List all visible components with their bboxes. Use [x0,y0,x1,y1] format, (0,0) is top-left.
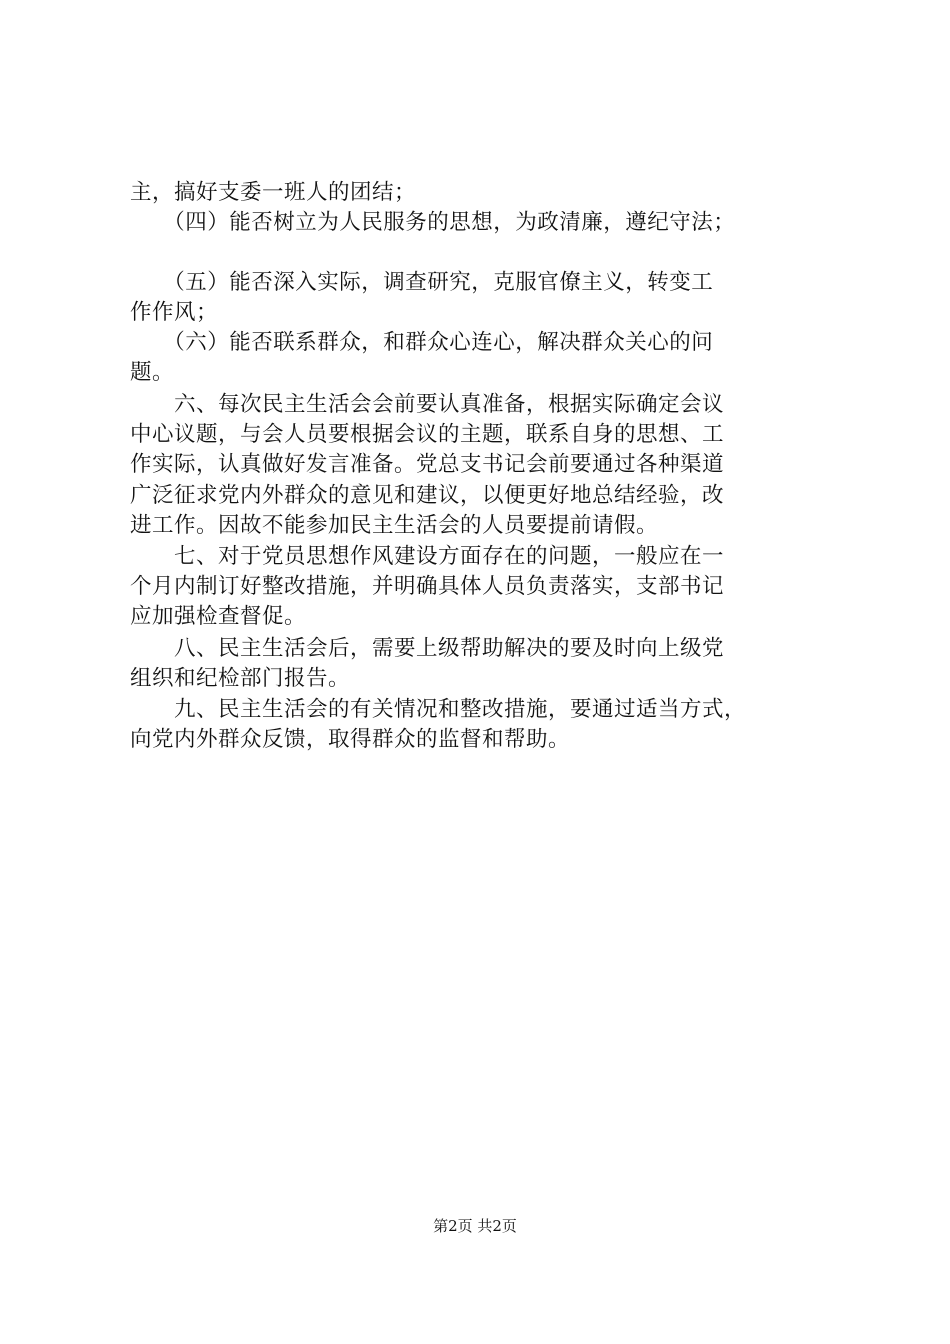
text-line: 应加强检查督促。 [130,604,307,629]
text-line: 组织和纪检部门报告。 [130,666,351,691]
text-line: 八、民主生活会后，需要上级帮助解决的要及时向上级党 [130,636,725,661]
text-line: 主，搞好支委一班人的团结； [130,180,417,205]
text-line: 中心议题，与会人员要根据会议的主题，联系自身的思想、工 [130,422,725,447]
text-line: 向党内外群众反馈，取得群众的监督和帮助。 [130,727,571,752]
text-line: （六）能否联系群众，和群众心连心，解决群众关心的问 [130,330,714,355]
page-number-footer: 第2页 共2页 [433,1217,517,1235]
text-line: 作作风； [130,300,219,325]
text-line: （五）能否深入实际，调查研究，克服官僚主义，转变工 [130,270,714,295]
text-line: 广泛征求党内外群众的意见和建议，以便更好地总结经验，改 [130,483,725,508]
text-line: 六、每次民主生活会会前要认真准备，根据实际确定会议 [130,392,725,417]
text-line: 题。 [130,360,175,385]
text-line: 九、民主生活会的有关情况和整改措施，要通过适当方式， [130,697,747,722]
text-line: 个月内制订好整改措施，并明确具体人员负责落实，支部书记 [130,574,725,599]
text-line: 作实际，认真做好发言准备。党总支书记会前要通过各种渠道 [130,452,725,477]
text-line: （四）能否树立为人民服务的思想，为政清廉，遵纪守法； [130,210,736,235]
text-line: 七、对于党员思想作风建设方面存在的问题，一般应在一 [130,544,725,569]
text-line: 进工作。因故不能参加民主生活会的人员要提前请假。 [130,513,659,538]
